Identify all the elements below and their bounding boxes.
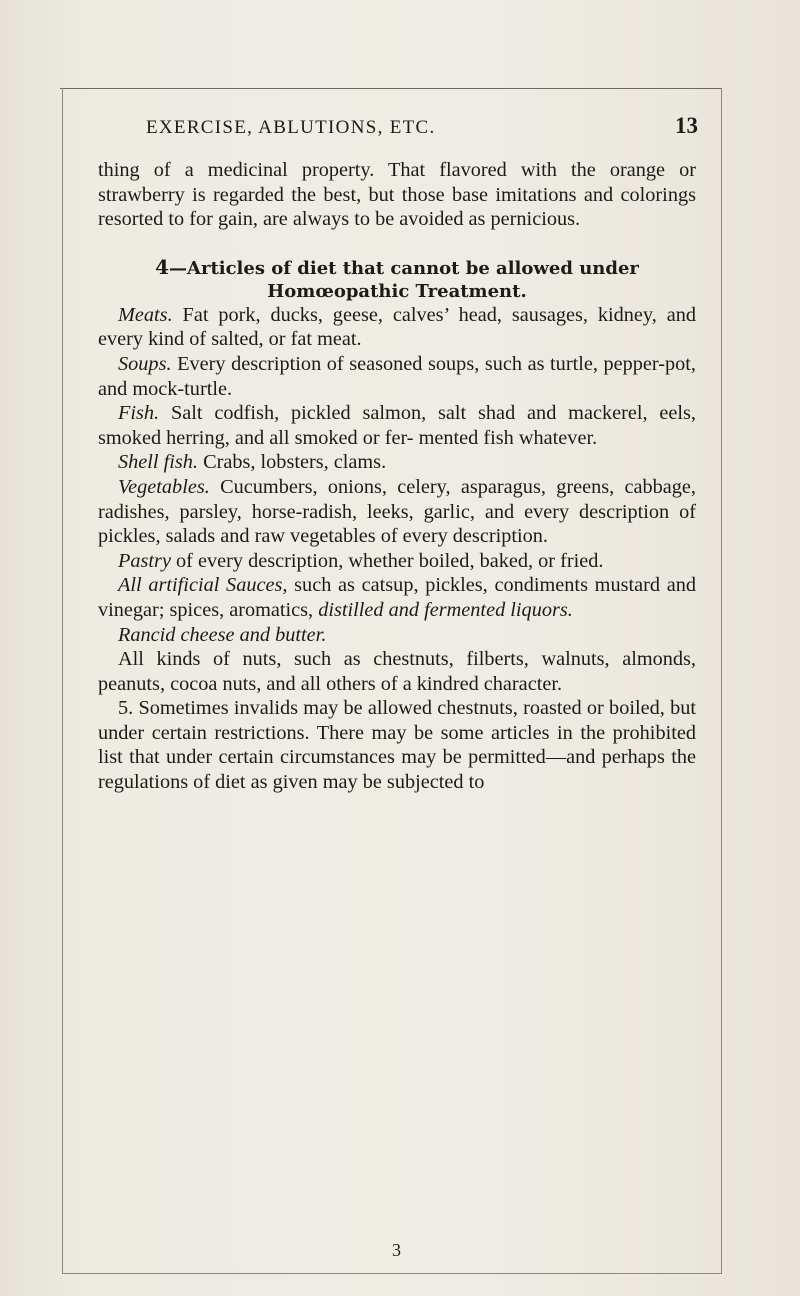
entry-fish <box>98 401 696 450</box>
entry-nuts: All kinds of nuts, such as chestnuts, filberts, walnuts, almonds, peanuts, cocoa nuts, and all others of a kindred character. <box>98 648 696 695</box>
entry-tail: distilled and fermented liquors. <box>318 598 573 621</box>
entry-label: Soups. <box>118 352 172 375</box>
entry-label: Shell fish. <box>118 451 198 474</box>
entry-text: Salt codfish, pickled salmon, salt shad and mackerel, eels, smoked herring, and all smoked or fer- mented fish whatever. <box>98 402 696 449</box>
entry-vegetables <box>98 475 696 549</box>
section-heading <box>98 256 696 303</box>
entry-label: Fish. <box>118 402 160 425</box>
page-header <box>98 113 698 147</box>
page-border-left <box>62 88 63 1274</box>
entry-text: such as catsup, pickles, condiments mustard and vinegar; spices, aromatics, <box>98 574 697 621</box>
page-border-top <box>60 88 722 89</box>
entry-soups <box>98 352 696 401</box>
section-dash: — <box>169 257 187 279</box>
spacer <box>98 232 696 256</box>
entry-label: Pastry <box>118 549 171 572</box>
opening-paragraph: thing of a medicinal property. That flavored with the orange or strawberry is regarded the best, but those base imitations and colorings resorted to for gain, are always to be avoided as pernicious. <box>98 159 696 231</box>
page-border-bottom <box>62 1273 722 1274</box>
section-title-line2: Homœopathic Treatment. <box>267 280 527 302</box>
running-head: EXERCISE, ABLUTIONS, ETC. <box>146 117 436 138</box>
body-text <box>98 158 696 795</box>
point-five-paragraph: 5. Sometimes invalids may be allowed chestnuts, roasted or boiled, but under certain restrictions. There may be some articles in the prohibited list that under certain circumstances may be permitted—and perhaps the regulations of diet as given may be subjected to <box>98 697 696 794</box>
entry-text: Every description of seasoned soups, such as turtle, pepper-pot, and mock-turtle. <box>98 352 696 400</box>
entry-rancid: Rancid cheese and butter. <box>118 623 327 646</box>
entry-text: Crabs, lobsters, clams. <box>198 451 387 474</box>
section-title-line1: Articles of diet that cannot be allowed under <box>187 257 639 279</box>
entry-shell-fish <box>98 450 696 475</box>
section-number: 4 <box>155 254 169 279</box>
entry-label: Vegetables. <box>118 475 210 498</box>
entry-label: All artificial Sauces, <box>118 574 288 597</box>
page-border-right <box>721 88 722 1274</box>
entry-label: Meats. <box>118 303 173 326</box>
entry-sauces <box>98 573 696 622</box>
entry-text: of every description, whether boiled, baked, or fried. <box>170 549 604 572</box>
signature-mark: 3 <box>392 1240 401 1260</box>
entry-text: Cucumbers, onions, celery, asparagus, greens, cabbage, radishes, parsley, horse-radish, leeks, garlic, and every description of pickles, salads and raw vegetables of every description. <box>98 475 696 548</box>
page-number: 13 <box>675 113 698 138</box>
entry-pastry <box>98 549 696 574</box>
entry-text: Fat pork, ducks, geese, calves’ head, sausages, kidney, and every kind of salted, or fat meat. <box>98 303 696 351</box>
entry-meats <box>98 303 696 352</box>
